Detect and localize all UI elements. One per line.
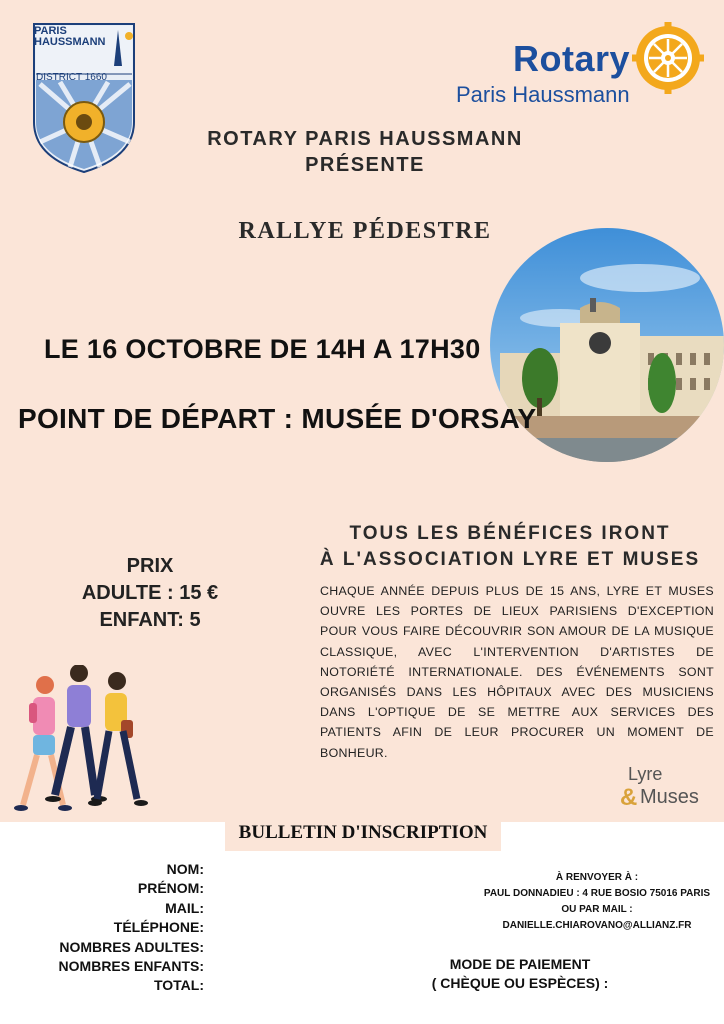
field-nombre-adultes: NOMBRES ADULTES: (59, 938, 204, 955)
payment-method-block (400, 955, 640, 993)
event-start-point: POINT DE DÉPART : MUSÉE D'ORSAY (18, 403, 537, 434)
payment-options: ( CHÈQUE OU ESPÈCES) : (431, 975, 609, 991)
return-email: DANIELLE.CHIAROVANO@ALLIANZ.FR (502, 920, 692, 931)
lyre-logo-ampersand: & (620, 784, 638, 811)
field-nombre-enfants: NOMBRES ENFANTS: (58, 958, 204, 975)
field-mail: MAIL: (165, 899, 204, 916)
rotary-logo-name: Rotary (513, 38, 631, 79)
crest-line-district: DISTRICT 1660 (36, 72, 107, 83)
payment-heading: MODE DE PAIEMENT (449, 956, 591, 972)
return-label: À RENVOYER À : (555, 872, 639, 883)
field-nom: NOM: (166, 861, 204, 877)
club-crest-logo (30, 22, 138, 174)
lyre-logo-word-lyre: Lyre (628, 764, 663, 784)
presenter-line-presents: PRÉSENTE (305, 154, 425, 176)
price-adult: ADULTE : 15 € (81, 582, 219, 604)
lyre-et-muses-logo (618, 764, 718, 814)
event-date-time: LE 16 OCTOBRE DE 14H A 17H30 (44, 334, 481, 364)
lyre-logo-word-muses: Muses (640, 786, 699, 808)
field-prenom: PRÉNOM: (137, 880, 204, 897)
field-total: TOTAL: (153, 977, 204, 994)
return-address: PAUL DONNADIEU : 4 RUE BOSIO 75016 PARIS (483, 888, 711, 899)
benefit-line-2: À L'ASSOCIATION LYRE ET MUSES (319, 549, 701, 570)
association-description: CHAQUE ANNÉE DEPUIS PLUS DE 15 ANS, LYRE ET MUSES OUVRE LES PORTES DE LIEUX PARISIENS D'EXCEPTION POUR VOUS FAIRE DÉCOUVRIR SON AMOUR DE LA MUSIQUE CLASSIQUE, AVEC L'INTERVENTION D'ARTISTES DE NOTORIÉTÉ INTERNATIONALE. DES ÉVÉNEMENTS SONT ORGANISÉS DANS LES HÔPITAUX AVEC DES MUSICIENS DANS L'OPTIQUE DE SE METTRE AUX SERVICES DES PATIENTS AFIN DE LEUR PROCURER UN MOMENT DE BONHEUR. (320, 584, 714, 760)
return-or-mail: OU PAR MAIL : (561, 904, 633, 915)
return-address-block (470, 870, 724, 934)
rotary-logo-club: Paris Haussmann (456, 82, 630, 107)
benefit-line-1: TOUS LES BÉNÉFICES IRONT (349, 523, 671, 544)
presenter-heading (180, 126, 550, 178)
price-child: ENFANT: 5 (99, 609, 201, 631)
walking-people-illustration (5, 665, 155, 825)
event-title: RALLYE PÉDESTRE (238, 218, 492, 244)
field-telephone: TÉLÉPHONE: (113, 919, 204, 936)
rotary-wheel-icon (632, 22, 704, 94)
price-heading: PRIX (126, 555, 174, 577)
registration-form-title: BULLETIN D'INSCRIPTION (238, 822, 488, 843)
crest-line-haussmann: HAUSSMANN (34, 36, 106, 48)
form-field-list (20, 860, 204, 996)
crest-line-paris: PARIS (34, 25, 67, 37)
benefit-heading (300, 521, 720, 573)
price-block (60, 553, 240, 634)
presenter-line-club: ROTARY PARIS HAUSSMANN (207, 128, 523, 150)
